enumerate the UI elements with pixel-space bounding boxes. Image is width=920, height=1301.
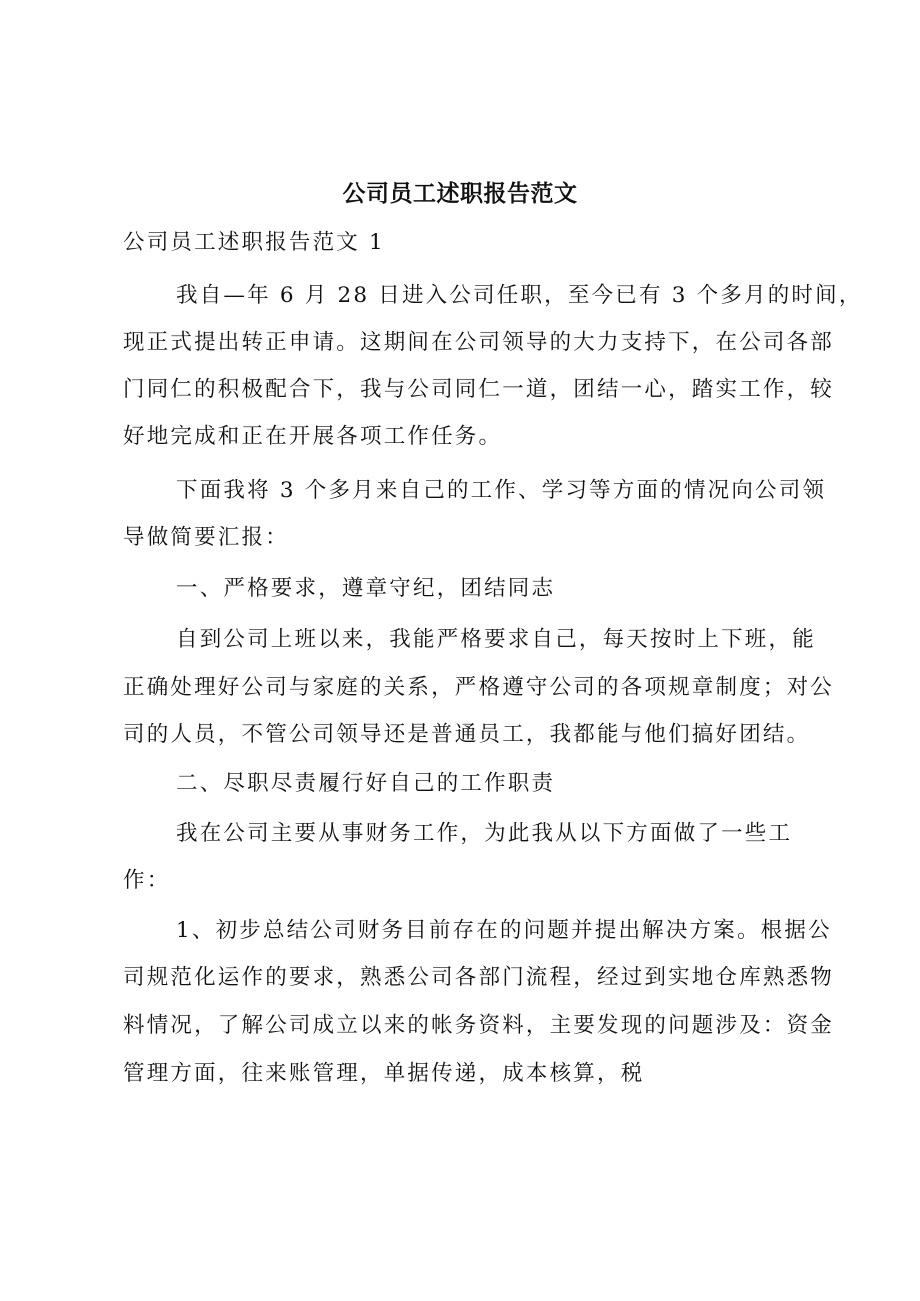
- body-line: 司规范化运作的要求，熟悉公司各部门流程，经过到实地仓库熟悉物: [123, 965, 835, 990]
- body-line: 司的人员，不管公司领导还是普通员工，我都能与他们搞好团结。: [123, 722, 811, 747]
- body-line: 我在公司主要从事财务工作，为此我从以下方面做了一些工: [176, 821, 793, 846]
- body-line: 正确处理好公司与家庭的关系，严格遵守公司的各项规章制度；对公: [123, 675, 835, 700]
- body-line: 门同仁的积极配合下，我与公司同仁一道，团结一心，踏实工作，较: [123, 377, 835, 402]
- section-heading: 二、尽职尽责履行好自己的工作职责: [176, 771, 556, 796]
- body-line: 我自—年 6 月 28 日进入公司任职，至今已有 3 个多月的时间，: [176, 283, 863, 308]
- body-line: 作：: [123, 868, 171, 893]
- section-heading: 一、严格要求，遵章守纪，团结同志: [176, 576, 556, 601]
- body-line: 现正式提出转正申请。这期间在公司领导的大力支持下，在公司各部: [123, 330, 835, 355]
- body-line: 下面我将 3 个多月来自己的工作、学习等方面的情况向公司领: [176, 478, 827, 503]
- body-line: 好地完成和正在开展各项工作任务。: [123, 424, 503, 449]
- body-line: 1、初步总结公司财务目前存在的问题并提出解决方案。根据公: [176, 918, 832, 943]
- body-line: 料情况，了解公司成立以来的帐务资料，主要发现的问题涉及：资金: [123, 1013, 835, 1038]
- body-line: 自到公司上班以来，我能严格要求自己，每天按时上下班，能: [176, 627, 816, 652]
- body-line: 管理方面，往来账管理，单据传递，成本核算，税: [123, 1061, 645, 1086]
- document-title: 公司员工述职报告范文: [342, 181, 578, 207]
- body-line: 导做简要汇报：: [123, 525, 289, 550]
- document-subtitle: 公司员工述职报告范文 1: [123, 230, 385, 255]
